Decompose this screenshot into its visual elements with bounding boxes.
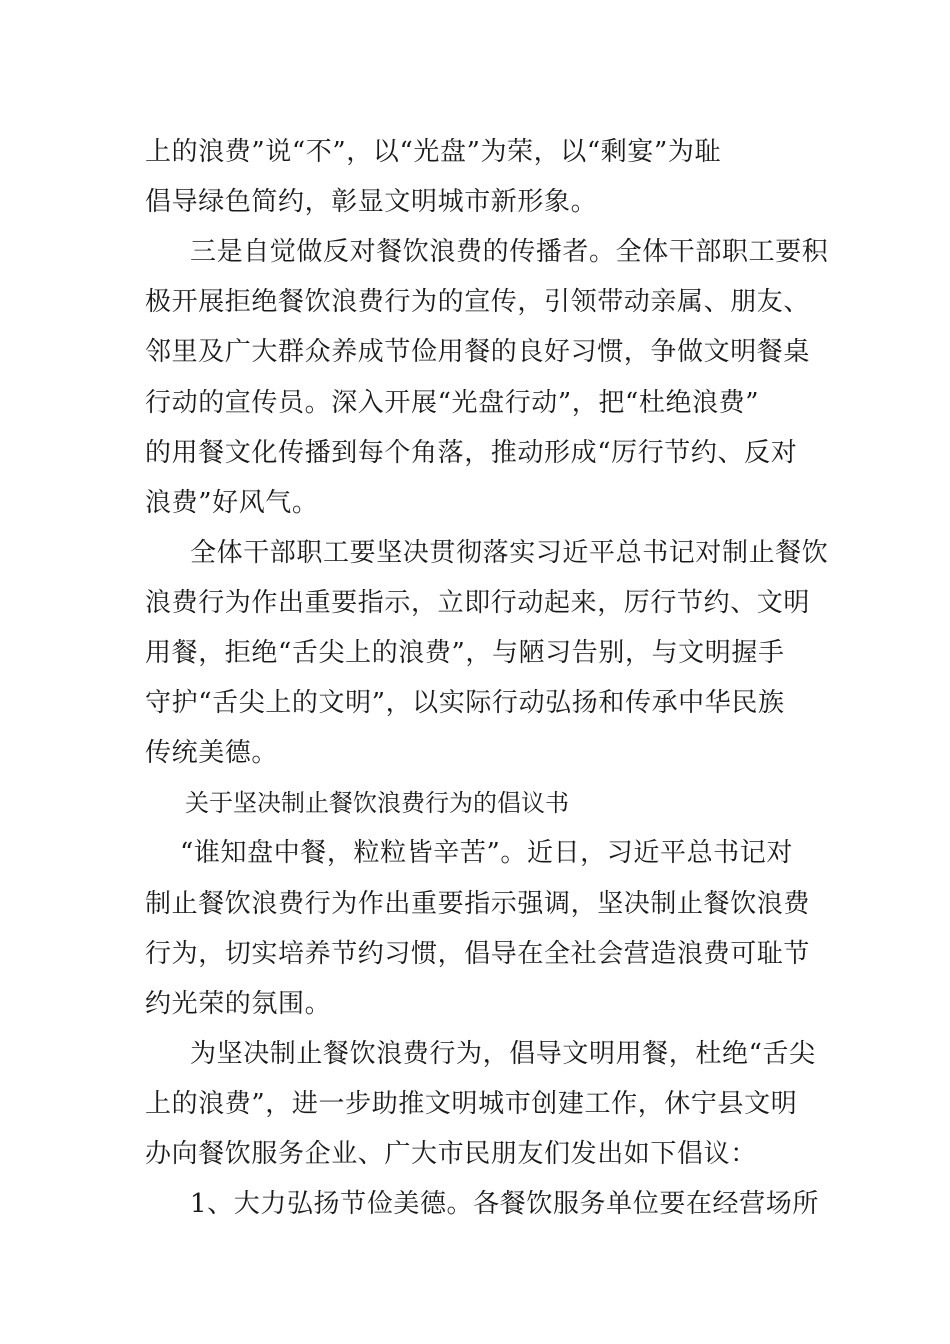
text-line: “谁知盘中餐，粒粒皆辛苦”。近日，习近平总书记对 [180,838,793,868]
text-line: 制止餐饮浪费行为作出重要指示强调，坚决制止餐饮浪费 [145,889,811,919]
text-line: 行动的宣传员。深入开展“光盘行动”，把“杜绝浪费” [145,388,760,418]
text-line: 三是自觉做反对餐饮浪费的传播者。全体干部职工要积 [190,237,829,267]
text-line: 上的浪费”，进一步助推文明城市创建工作，休宁县文明 [145,1089,798,1119]
text-line: 约光荣的氛围。 [145,989,332,1019]
text-line: 极开展拒绝餐饮浪费行为的宣传，引领带动亲属、朋友、 [145,287,811,317]
text-line: 浪费”好风气。 [145,488,319,518]
text-line: 守护“舌尖上的文明”，以实际行动弘扬和传承中华民族 [145,688,785,718]
text-line: 为坚决制止餐饮浪费行为，倡导文明用餐，杜绝“舌尖 [190,1039,816,1069]
text-line: 全体干部职工要坚决贯彻落实习近平总书记对制止餐饮 [190,538,829,568]
text-line: 倡导绿色简约，彰显文明城市新形象。 [145,187,598,217]
text-line: 行为，切实培养节约习惯，倡导在全社会营造浪费可耻节 [145,939,811,969]
section-title: 关于坚决制止餐饮浪费行为的倡议书 [185,789,569,817]
text-line: 用餐，拒绝“舌尖上的浪费”，与陋习告别，与文明握手 [145,638,785,668]
text-line: 的用餐文化传播到每个角落，推动形成“厉行节约、反对 [145,438,798,468]
text-line: 传统美德。 [145,738,279,768]
text-line: 1、大力弘扬节俭美德。各餐饮服务单位要在经营场所 [190,1189,819,1219]
text-line: 邻里及广大群众养成节俭用餐的良好习惯，争做文明餐桌 [145,337,811,367]
text-line: 办向餐饮服务企业、广大市民朋友们发出如下倡议： [145,1139,757,1169]
text-line: 浪费行为作出重要指示，立即行动起来，厉行节约、文明 [145,588,811,618]
text-line: 上的浪费”说“不”，以“光盘”为荣，以“剩宴”为耻 [145,137,722,167]
